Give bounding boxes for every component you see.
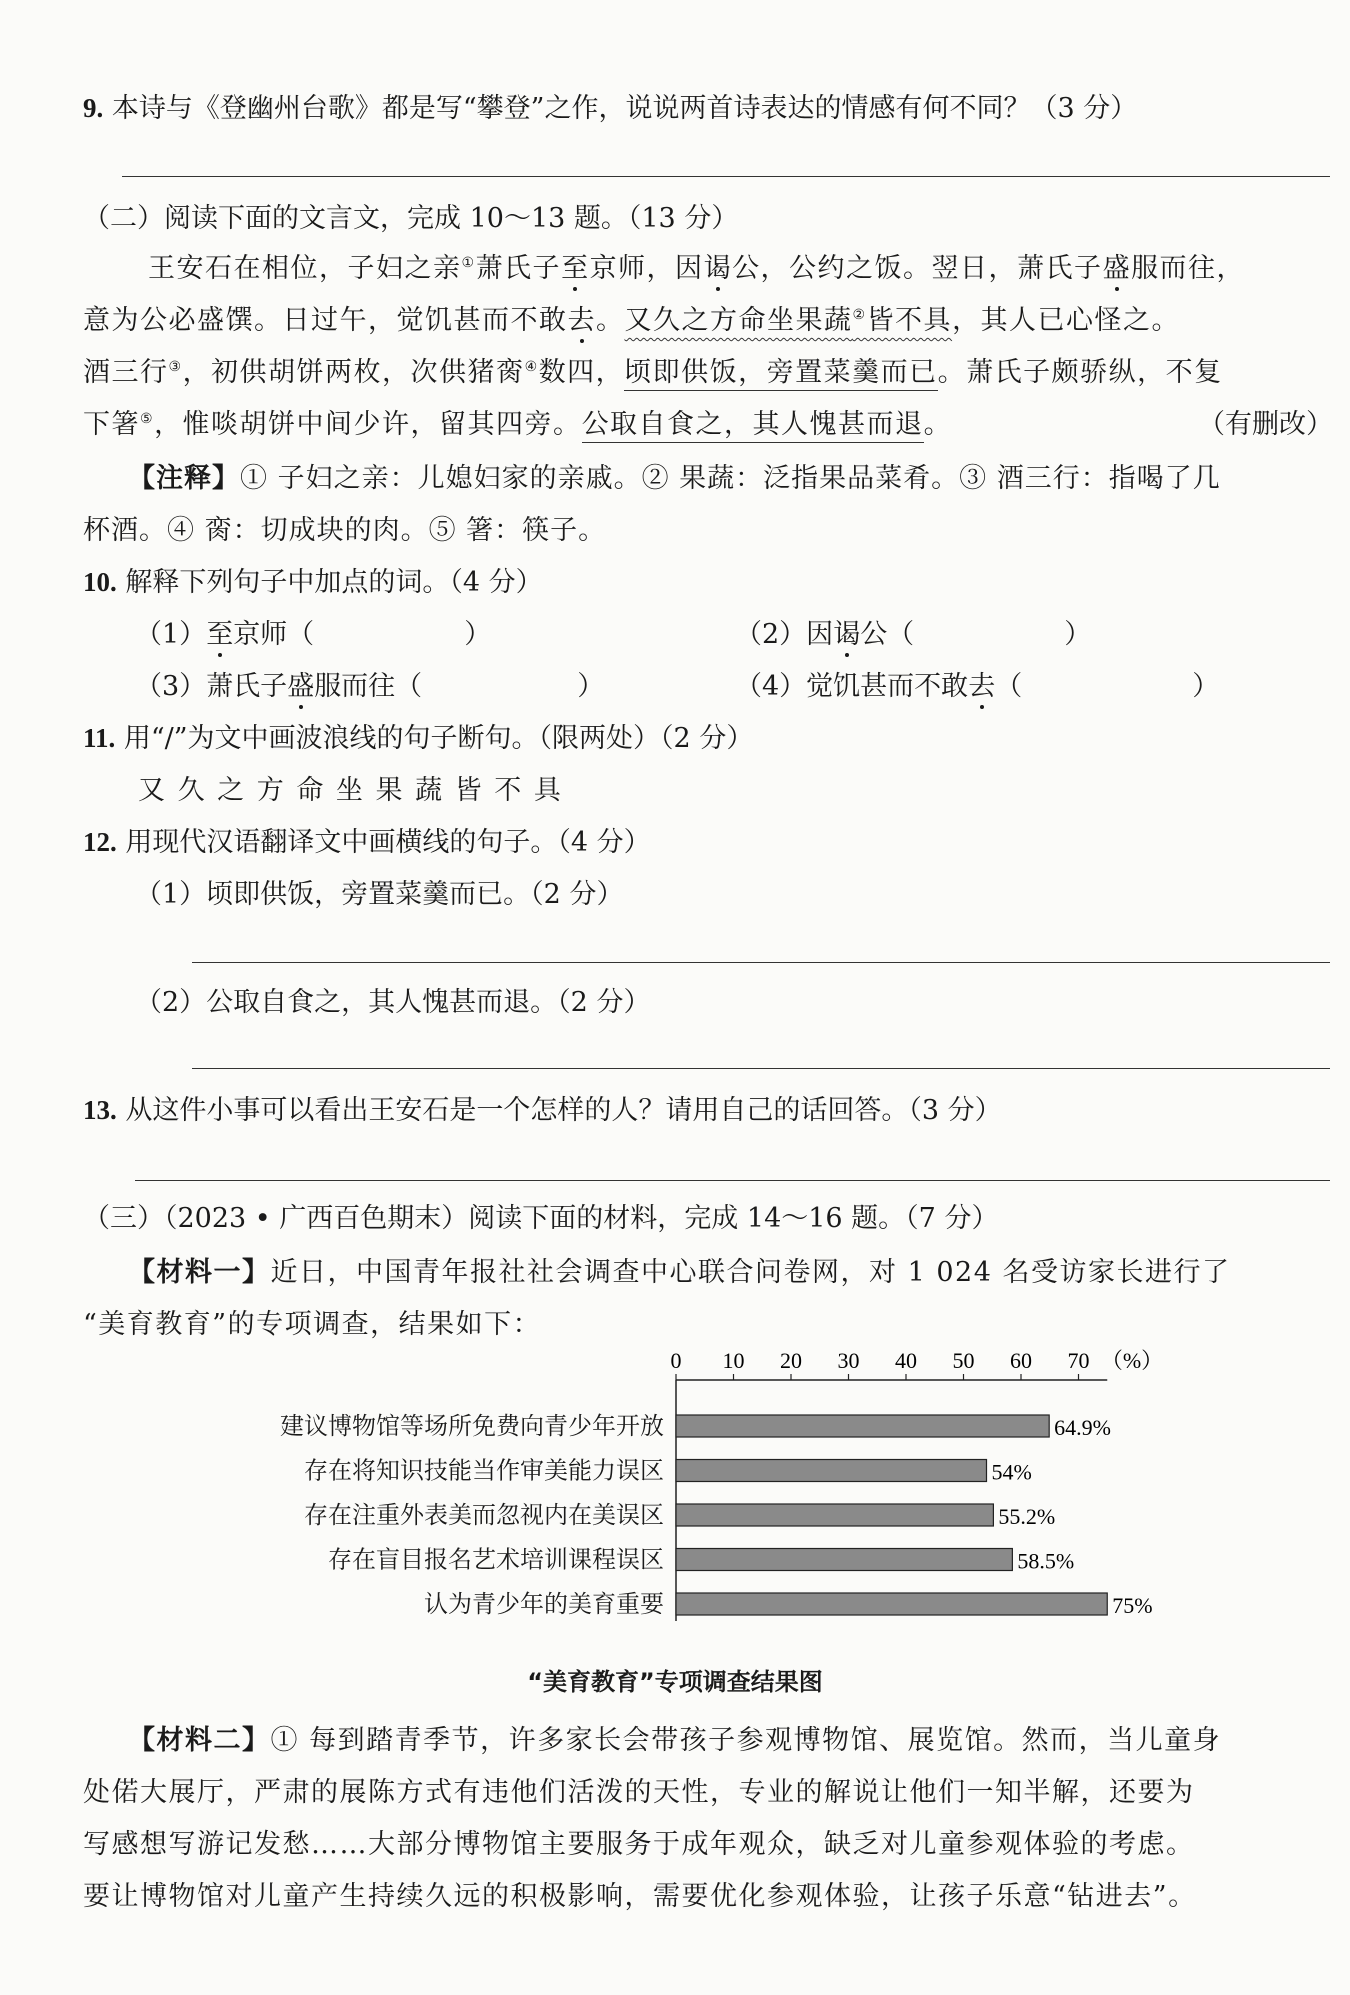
tick-label: 10	[722, 1348, 745, 1373]
dotted-word: 至	[206, 612, 233, 651]
tick-label: 30	[837, 1348, 860, 1373]
question-13: 13. 从这件小事可以看出王安石是一个怎样的人？请用自己的话回答。（3 分）	[83, 1095, 1002, 1126]
section-2-title: （二）阅读下面的文言文，完成 10～13 题。（13 分）	[83, 203, 739, 234]
underlined-sentence-1: 顷即供饭，旁置菜羹而已	[624, 357, 938, 391]
answer-line	[135, 1180, 1330, 1181]
q10-item-1: （1）至京师（ ）	[135, 612, 491, 651]
material-1-line-2: “美育教育”的专项调查，结果如下：	[83, 1309, 542, 1340]
tick-label: 70	[1067, 1348, 1090, 1373]
material-2-line-3: 写感想写游记发愁……大部分博物馆主要服务于成年观众，缺乏对儿童参观体验的考虑。	[83, 1829, 1195, 1860]
question-9	[83, 86, 1137, 125]
q12-sub-2: （2）公取自食之，其人愧甚而退。（2 分）	[135, 987, 651, 1018]
tick-label: 20	[780, 1348, 802, 1373]
dotted-word: 去	[968, 664, 995, 703]
passage-line-2: 意为公必盛馔。日过午，觉饥甚而不敢去。又久之方命坐果蔬②皆不具，其人已心怪之。	[83, 298, 1180, 337]
material-1-line-1: 【材料一】近日，中国青年报社社会调查中心联合问卷网，对 1 024 名受访家长进行了	[128, 1257, 1231, 1288]
chart-title: “美育教育”专项调查结果图	[527, 1668, 823, 1696]
data-label: 75%	[1112, 1593, 1153, 1618]
data-label: 58.5%	[1017, 1548, 1075, 1574]
answer-line	[122, 176, 1330, 177]
bar	[676, 1593, 1107, 1615]
source-note: （有删改）	[1198, 409, 1333, 440]
category-label: 存在注重外表美而忽视内在美误区	[304, 1501, 664, 1529]
bar	[676, 1504, 993, 1526]
tick-label: 50	[952, 1348, 975, 1373]
bar-chart	[0, 1340, 1350, 1670]
question-text: 本诗与《登幽州台歌》都是写“攀登”之作，说说两首诗表达的情感有何不同？（3 分）	[111, 93, 1138, 124]
dotted-word: 盛	[287, 664, 314, 703]
dotted-word: 盛	[1103, 246, 1132, 285]
bar	[676, 1549, 1012, 1571]
bar	[676, 1460, 987, 1482]
category-label: 建议博物馆等场所免费向青少年开放	[280, 1412, 664, 1440]
tick-label: 40	[895, 1348, 917, 1373]
category-label: 存在盲目报名艺术培训课程误区	[328, 1545, 664, 1574]
category-label: 认为青少年的美育重要	[424, 1590, 664, 1618]
question-number: 9.	[83, 93, 104, 123]
passage-line-3: 酒三行③，初供胡饼两枚，次供猪脔④数四，顷即供饭，旁置菜羹而已。萧氏子颇骄纵，不复	[83, 350, 1223, 389]
material-2-line-4: 要让博物馆对儿童产生持续久远的积极影响，需要优化参观体验，让孩子乐意“钻进去”。	[83, 1881, 1197, 1912]
tick-label: 0	[670, 1348, 682, 1373]
material-1-label: 【材料一】	[128, 1257, 271, 1288]
question-10: 10. 解释下列句子中加点的词。（4 分）	[83, 567, 543, 598]
section-3-title: （三）（2023 • 广西百色期末）阅读下面的材料，完成 14～16 题。（7 分）	[83, 1203, 999, 1234]
answer-line	[192, 1068, 1330, 1069]
q10-item-3: （3）萧氏子盛服而往（ ）	[135, 664, 604, 703]
data-label: 54%	[991, 1459, 1032, 1485]
wavy-underlined-sentence: 又久之方命坐果蔬②皆不具	[624, 305, 953, 336]
notes-line-2: 杯酒。④ 脔：切成块的肉。⑤ 箸：筷子。	[83, 515, 607, 546]
data-label: 64.9%	[1054, 1415, 1112, 1440]
material-2-line-1: 【材料二】① 每到踏青季节，许多家长会带孩子参观博物馆、展览馆。然而，当儿童身	[128, 1725, 1222, 1756]
question-12: 12. 用现代汉语翻译文中画横线的句子。（4 分）	[83, 827, 651, 858]
note-marker: ①	[461, 255, 476, 271]
passage-line-1: 王安石在相位，子妇之亲①萧氏子至京师，因谒公，公约之饭。翌日，萧氏子盛服而往，	[148, 246, 1245, 285]
data-label: 55.2%	[998, 1504, 1056, 1529]
dotted-word: 谒	[833, 612, 860, 651]
dotted-word: 去	[568, 298, 597, 337]
tick-label: 60	[1010, 1348, 1032, 1373]
q11-sentence: 又 久 之 方 命 坐 果 蔬 皆 不 具	[138, 775, 563, 806]
answer-line	[192, 962, 1330, 963]
notes-label: 【注释】	[128, 463, 240, 494]
passage-line-4: 下箸⑤，惟啖胡饼中间少许，留其四旁。公取自食之，其人愧甚而退。	[83, 402, 952, 441]
q10-item-4: （4）觉饥甚而不敢去（ ）	[735, 664, 1219, 703]
underlined-sentence-2: 公取自食之，其人愧甚而退	[582, 409, 924, 443]
q12-sub-1: （1）顷即供饭，旁置菜羹而已。（2 分）	[135, 879, 624, 910]
unit-label: （%）	[1100, 1348, 1164, 1373]
bar	[676, 1415, 1049, 1437]
q10-item-2: （2）因谒公（ ）	[735, 612, 1091, 651]
material-2-label: 【材料二】	[128, 1725, 271, 1756]
dotted-word: 至	[561, 246, 590, 285]
material-2-line-2: 处偌大展厅，严肃的展陈方式有违他们活泼的天性，专业的解说让他们一知半解，还要为	[83, 1777, 1195, 1808]
dotted-word: 谒	[704, 246, 733, 285]
category-label: 存在将知识技能当作审美能力误区	[304, 1456, 664, 1485]
notes-line-1: 【注释】① 子妇之亲：儿媳妇家的亲戚。② 果蔬：泛指果品菜肴。③ 酒三行：指喝了几	[128, 463, 1221, 494]
question-11: 11. 用“/”为文中画波浪线的句子断句。（限两处）（2 分）	[83, 723, 754, 754]
